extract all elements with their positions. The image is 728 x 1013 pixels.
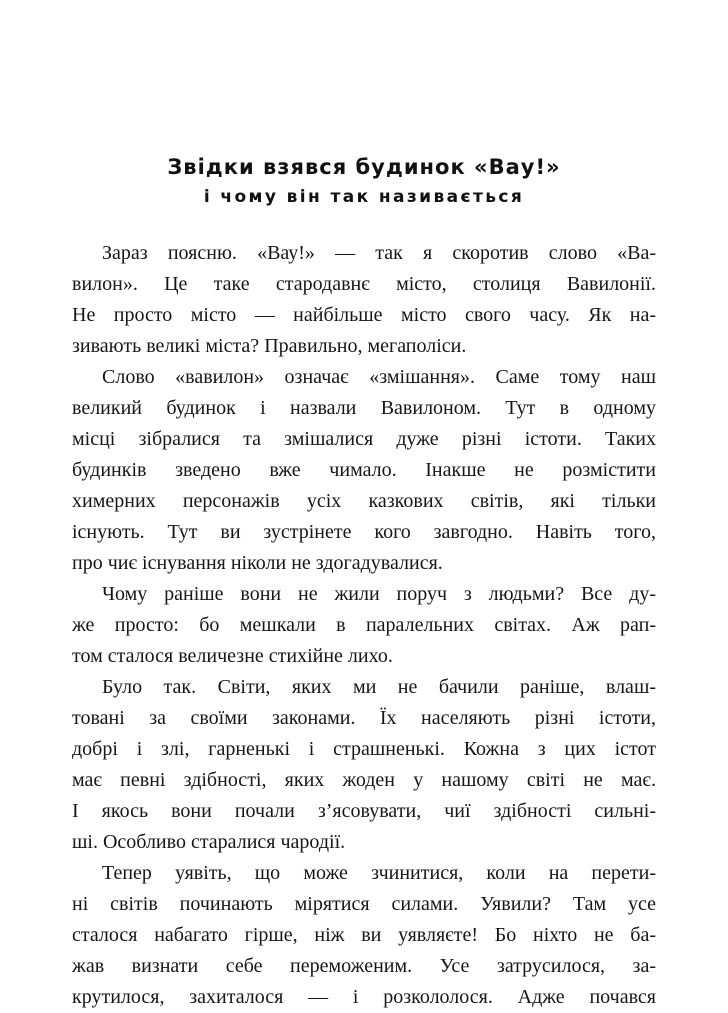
text-line: будинків зведено вже чимало. Інакше не розмістити — [72, 459, 656, 481]
paragraph-4 — [72, 672, 656, 858]
chapter-title-line-2: і чому він так називається — [203, 187, 525, 207]
text-line: Не просто місто — найбільше місто свого часу. Як на- — [72, 304, 656, 326]
text-line: крутилося, захиталося — і розкололося. Адже почався — [72, 986, 656, 1008]
text-line: том сталося величезне стихійне лихо. — [72, 645, 393, 667]
chapter-heading — [100, 152, 628, 212]
chapter-body — [72, 238, 656, 1013]
text-line: про чиє існування ніколи не здогадувалися. — [72, 552, 443, 574]
text-line: вилон». Це таке стародавнє місто, столиця Вавилонії. — [72, 273, 656, 295]
text-line: химерних персонажів усіх казкових світів, які тільки — [72, 490, 656, 512]
text-line: жав визнати себе переможеним. Усе затрусилося, за- — [72, 955, 656, 977]
text-line: має певні здібності, яких жоден у нашому світі не має. — [72, 769, 656, 791]
paragraph-3 — [72, 579, 656, 672]
paragraph-5 — [72, 858, 656, 1013]
paragraph-1 — [72, 238, 656, 362]
text-line: же просто: бо мешкали в паралельних світах. Аж рап- — [72, 614, 656, 636]
text-line: ні світів починають мірятися силами. Уявили? Там усе — [72, 893, 656, 915]
text-line: Було так. Світи, яких ми не бачили раніше, влаш- — [102, 676, 656, 698]
text-line: ші. Особливо старалися чародії. — [72, 831, 346, 853]
text-line: І якось вони почали з’ясовувати, чиї здібності сильні- — [72, 800, 656, 822]
text-line: сталося набагато гірше, ніж ви уявляєте! Бо ніхто не ба- — [72, 924, 656, 946]
text-line: великий будинок і назвали Вавилоном. Тут в одному — [72, 397, 656, 419]
text-line: Чому раніше вони не жили поруч з людьми? Все ду- — [102, 583, 656, 605]
text-line: місці зібралися та змішалися дуже різні істоти. Таких — [72, 428, 656, 450]
text-line: добрі і злі, гарненькі і страшненькі. Кожна з цих істот — [72, 738, 656, 760]
text-line: існують. Тут ви зустрінете кого завгодно. Навіть того, — [72, 521, 656, 543]
text-line: товані за своїми законами. Їх населяють різні істоти, — [72, 707, 656, 729]
text-line: Тепер уявіть, що може зчинитися, коли на перети- — [102, 862, 656, 884]
chapter-title-line-1: Звідки взявся будинок «Вау!» — [167, 155, 561, 179]
text-line: зивають великі міста? Правильно, мегаполіси. — [72, 335, 467, 357]
text-line: Зараз поясню. «Вау!» — так я скоротив слово «Ва- — [102, 242, 656, 264]
text-line: Слово «вавилон» означає «змішання». Саме тому наш — [102, 366, 656, 388]
paragraph-2 — [72, 362, 656, 579]
